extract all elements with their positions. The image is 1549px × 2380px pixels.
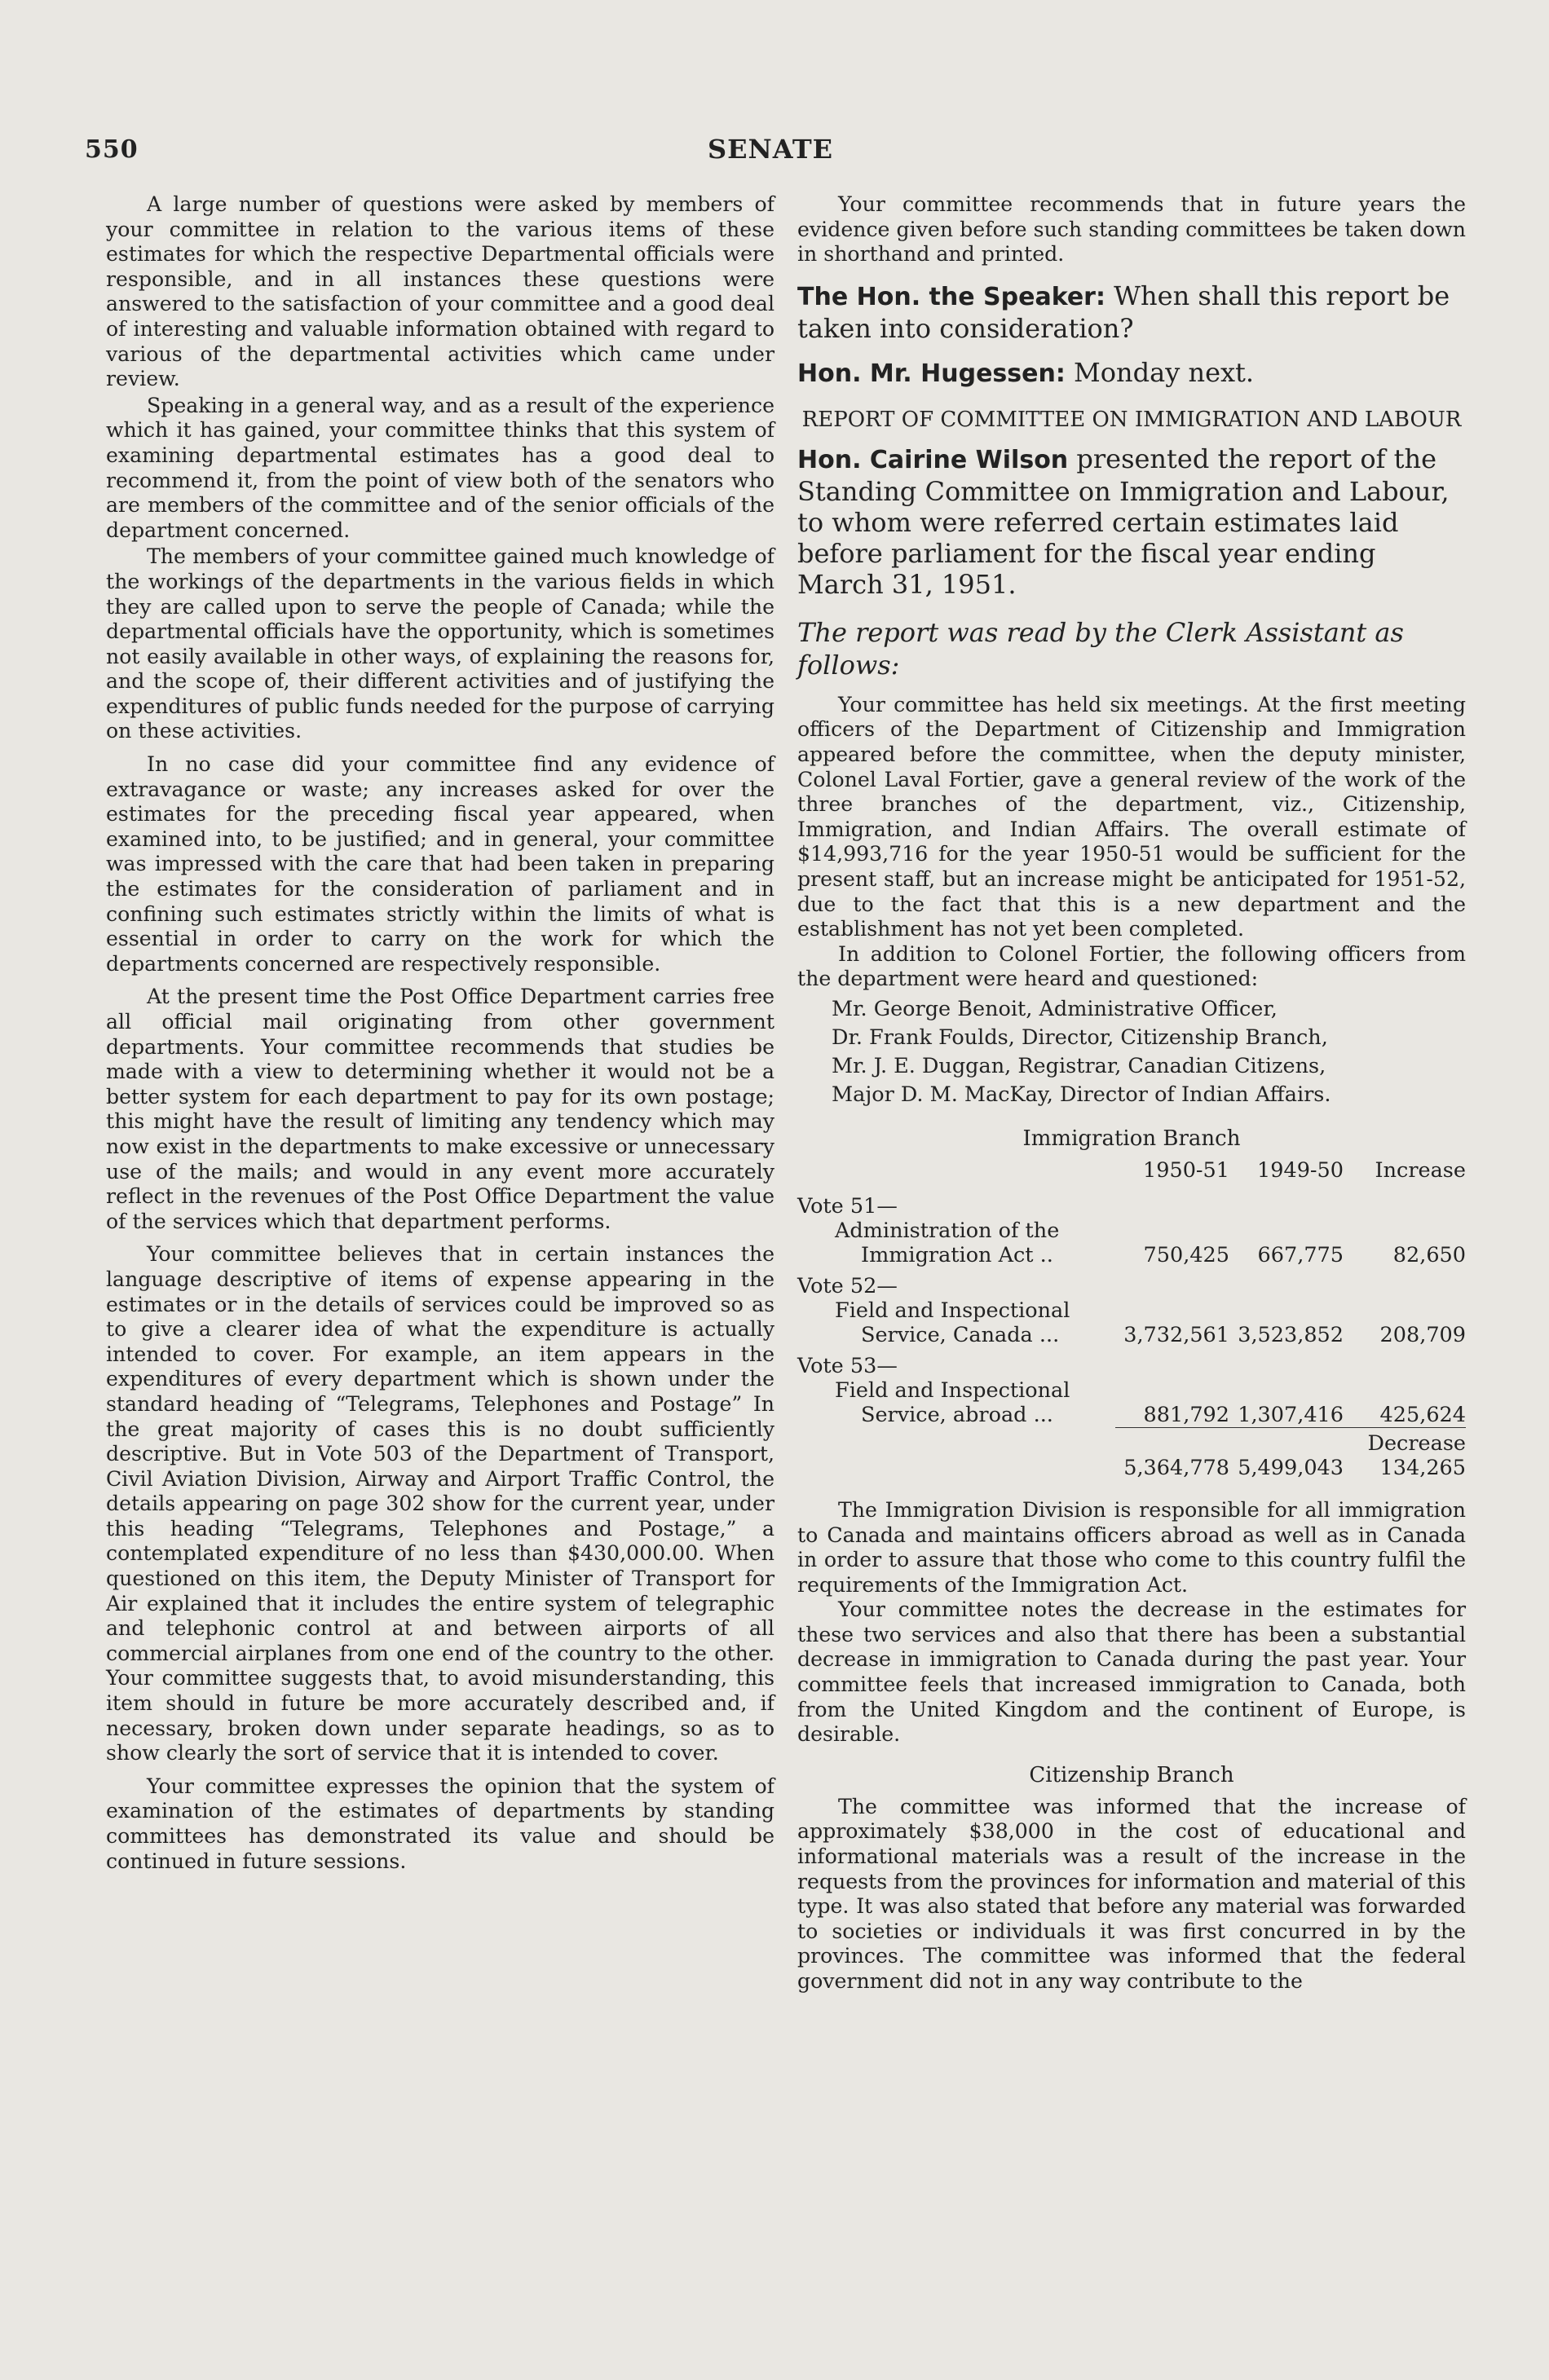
total-value: 5,364,778 [1123,1455,1229,1480]
hugessen-remark [797,357,1466,390]
officer-list [797,995,1466,1109]
table-row [797,1427,1466,1456]
hugessen-name: Hon. Mr. Hugessen: [797,359,1066,388]
cell-value: 1,307,416 [1229,1403,1344,1428]
cell-value: 667,775 [1257,1242,1344,1267]
column-header: 1949-50 [1257,1157,1344,1183]
vote-desc: Field and Inspectional [835,1298,1070,1323]
read-by-line: The report was read by the Clerk Assistant as follows: [797,616,1404,681]
cell-value: 3,732,561 [1123,1322,1229,1347]
table-total-row [797,1456,1466,1480]
cell-value: 82,650 [1392,1242,1466,1267]
section-heading: REPORT OF COMMITTEE ON IMMIGRATION AND LABOUR [801,407,1462,432]
table-row [797,1243,1466,1267]
table-row [797,1347,1466,1378]
citizenship-heading: Citizenship Branch [1029,1762,1234,1787]
estimates-table [797,1158,1466,1480]
cell-value: 881,792 [1115,1403,1229,1428]
paragraph: Your committee recommends that in future years the evidence given before such standing committees be taken down in shorthand and printed. [797,192,1466,267]
paragraph: Your committee expresses the opinion that the system of examination of the estimates of departments by standing committees has demonstrated its value and should be continued in future sessions. [106,1774,774,1873]
paragraph: Your committee has held six meetings. At the first meeting officers of the Department of Citizenship and Immigration appeared before the committee, when the deputy minister, Colonel Laval Fortier, gave a general review of the work of the three branches of the department, viz., Citizenship, Immigration, and Indian Affairs. The overall estimate of $14,993,716 for the year 1950-51 would be sufficient for the present staff, but an increase might be anticipated for 1951-52, due to the fact that this is a new department and the establishment has not yet been completed. [797,692,1466,941]
speaker-text: When shall this report be taken into consideration? [797,280,1450,344]
table-header-row [797,1158,1466,1183]
table-title: Immigration Branch [1022,1126,1241,1151]
wilson-text: presented the report of the Standing Committee on Immigration and Labour, to whom were referred certain estimates laid before parliament for the fiscal year ending March 31, 1951. [797,443,1450,600]
cell-value: 3,523,852 [1238,1322,1344,1347]
speaker-remark [797,280,1466,344]
table-row [797,1194,1466,1219]
vote-desc: Field and Inspectional [835,1377,1070,1403]
column-header: 1950-51 [1143,1157,1229,1183]
vote-desc: Service, Canada ... [861,1322,1060,1347]
vote-label: Vote 51— [797,1193,898,1219]
hugessen-text: Monday next. [1065,356,1255,388]
officer-item: Dr. Frank Foulds, Director, Citizenship Branch, [832,1025,1328,1050]
table-row [797,1378,1466,1403]
paragraph: At the present time the Post Office Department carries free all official mail originating from other government departments. Your committee recommends that studies be made with a view to determining whether it would not be a better system for each department to pay for its own postage; this might have the result of limiting any tendency which may now exist in the departments to make excessive or unnecessary use of the mails; and would in any event more accurately reflect in the revenues of the Post Office Department the value of the services which that department performs. [106,985,774,1233]
officer-item: Mr. J. E. Duggan, Registrar, Canadian Citizens, [832,1053,1326,1078]
right-column [797,192,1466,1994]
paragraph: The committee was informed that the increase of approximately $38,000 in the cost of educational and informational materials was a result of the increase in the requests from the provinces for information and material of this type. It was also stated that before any material was forwarded to societies or individuals it was first concurred in by the provinces. The committee was informed that the federal government did not in any way contribute to the [797,1794,1466,1993]
paragraph: Speaking in a general way, and as a result of the experience which it has gained, your committee thinks that this system of examining departmental estimates has a good deal to recommend it, from the point of view both of the senators who are members of the committee and of the senior officials of the department concerned. [106,393,774,542]
paragraph: In addition to Colonel Fortier, the following officers from the department were heard and questioned: [797,941,1466,991]
officer-item: Major D. M. MacKay, Director of Indian Affairs. [832,1082,1331,1107]
table-row [797,1323,1466,1347]
vote-label: Vote 53— [797,1353,898,1378]
page-number: 550 [85,135,139,164]
left-column [106,192,774,1874]
decrease-label: Decrease [1367,1430,1466,1456]
table-row [797,1267,1466,1298]
total-value: 5,499,043 [1238,1455,1344,1480]
wilson-name: Hon. Cairine Wilson [797,445,1069,474]
paragraph: A large number of questions were asked by members of your committee in relation to the various items of these estimates for which the respective Departmental officials were responsible, and in all instances these questions were answered to the satisfaction of your committee and a good deal of interesting and valuable information obtained with regard to various of the departmental activities which came under review. [106,192,774,391]
vote-label: Vote 52— [797,1273,898,1298]
cell-value: 208,709 [1379,1322,1466,1347]
paragraph: The members of your committee gained much knowledge of the workings of the departments in the various fields in which they are called upon to serve the people of Canada; while the departmental officials have the opportunity, which is sometimes not easily available in other ways, of explaining the reasons for, and the scope of, their different activities and of justifying the expenditures of public funds needed for the purpose of carrying on these activities. [106,544,774,743]
table-row [797,1403,1466,1428]
vote-desc: Service, abroad ... [861,1403,1053,1428]
speaker-name: The Hon. the Speaker: [797,282,1105,311]
cell-value: 750,425 [1143,1242,1229,1267]
officer-item: Mr. George Benoit, Administrative Officer, [832,996,1278,1021]
vote-desc: Immigration Act .. [861,1242,1053,1267]
paragraph: Your committee notes the decrease in the estimates for these two services and also that there has been a substantial decrease in immigration to Canada during the past year. Your committee feels that increased immigration to Canada, both from the United Kingdom and the continent of Europe, is desirable. [797,1598,1466,1747]
paragraph: The Immigration Division is responsible for all immigration to Canada and maintains officers abroad as well as in Canada in order to assure that those who come to this country fulfil the requirements of the Immigration Act. [797,1497,1466,1597]
paragraph: In no case did your committee find any evidence of extravagance or waste; any increases asked for over the estimates for the preceding fiscal year appeared, when examined into, to be justified; and in general, your committee was impressed with the care that had been taken in preparing the estimates for the consideration of parliament and in confining such estimates strictly within the limits of what is essential in order to carry on the work for which the departments concerned are respectively responsible. [106,752,774,976]
cell-value: 425,624 [1344,1403,1466,1428]
column-header: Increase [1375,1157,1466,1183]
table-row [797,1298,1466,1323]
vote-desc: Administration of the [835,1218,1060,1243]
wilson-report [797,443,1466,600]
paragraph: Your committee believes that in certain instances the language descriptive of items of expense appearing in the estimates or in the details of services could be improved so as to give a clearer idea of what the expenditure is actually intended to cover. For example, an item appears in the expenditures of every department which is shown under the standard heading of “Telegrams, Telephones and Postage” In the great majority of cases this is no doubt sufficiently descriptive. But in Vote 503 of the Department of Transport, Civil Aviation Division, Airway and Airport Traffic Control, the details appearing on page 302 show for the current year, under this heading “Telegrams, Telephones and Postage,” a contemplated expenditure of no less than $430,000.00. When questioned on this item, the Deputy Minister of Transport for Air explained that it includes the entire system of telegraphic and telephonic control at and between airports of all commercial airplanes from one end of the country to the other. Your committee suggests that, to avoid misunderstanding, this item should in future be more accurately described and, if necessary, broken down under separate headings, so as to show clearly the sort of service that it is intended to cover. [106,1242,774,1765]
table-row [797,1219,1466,1243]
page-title: SENATE [708,134,834,165]
total-value: 134,265 [1379,1455,1466,1480]
